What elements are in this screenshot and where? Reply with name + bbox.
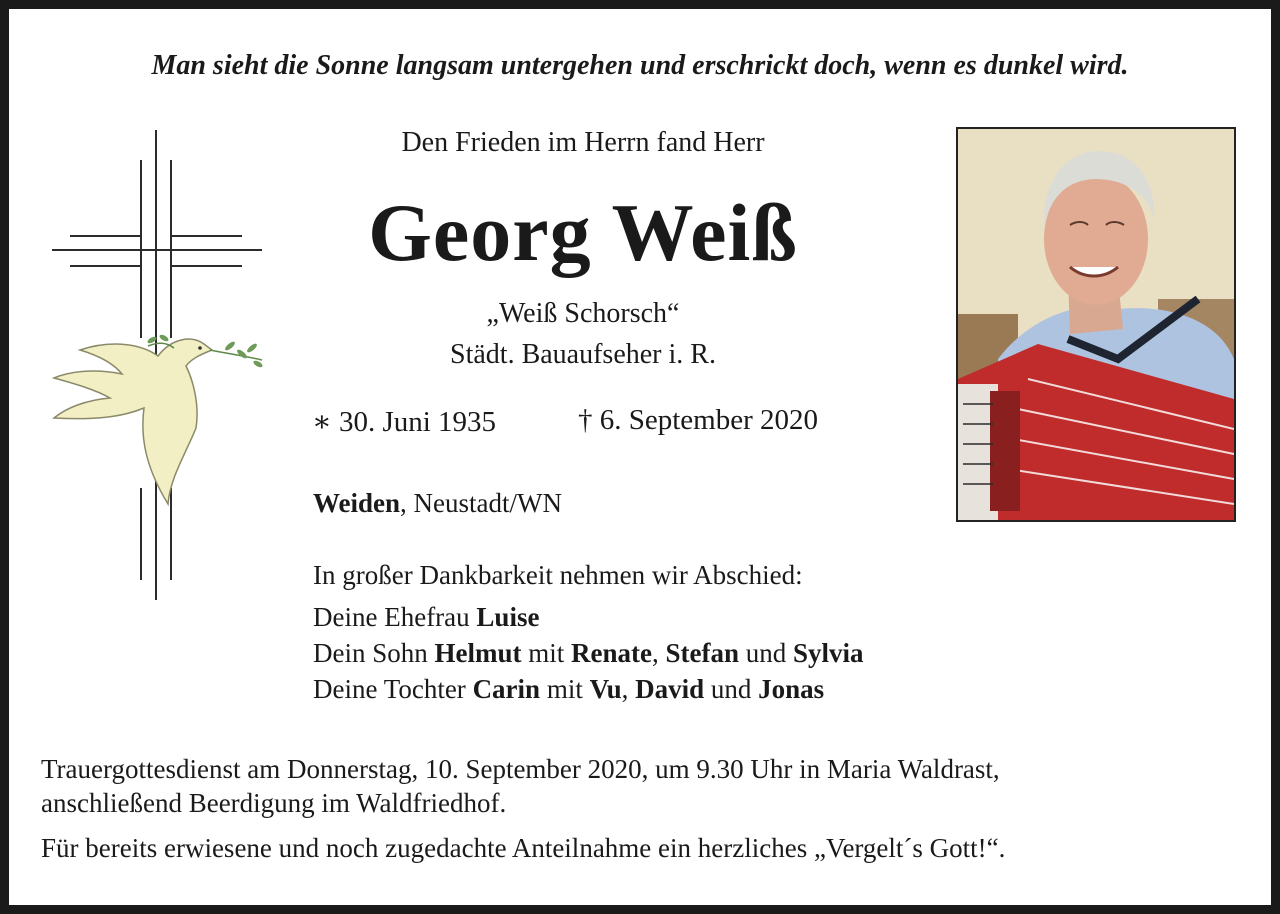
motto: Man sieht die Sonne langsam untergehen und erschrickt doch, wenn es dunkel wird.: [151, 50, 1129, 81]
service-line-1: Trauergottesdienst am Donnerstag, 10. September 2020, um 9.30 Uhr in Maria Waldrast,: [41, 754, 1000, 784]
nickname: „Weiß Schorsch“: [486, 298, 680, 329]
family-name: Stefan: [665, 638, 739, 668]
family-name: Helmut: [434, 638, 522, 668]
residence-city: Weiden: [313, 488, 401, 518]
service-line-2: anschließend Beerdigung im Waldfriedhof.: [41, 788, 507, 818]
family-name: David: [635, 674, 705, 704]
residence: [313, 488, 562, 519]
family-name: Carin: [472, 674, 541, 704]
family-text: und: [739, 638, 793, 668]
family-text: Deine Tochter: [313, 674, 473, 704]
intro-line: Den Frieden im Herrn fand Herr: [401, 127, 765, 158]
family-name: Renate: [571, 638, 652, 668]
portrait-photo: [956, 127, 1236, 522]
death-symbol: †: [578, 404, 593, 436]
birth-date-text: 30. Juni 1935: [338, 406, 497, 438]
family-name: Jonas: [758, 674, 825, 704]
family-name: Vu: [589, 674, 622, 704]
family-text: ,: [652, 638, 666, 668]
family-text: und: [704, 674, 759, 704]
family-text: mit: [540, 674, 590, 704]
death-date: [578, 404, 818, 437]
residence-rest: , Neustadt/WN: [400, 488, 562, 518]
family-name: Sylvia: [793, 638, 864, 668]
family-text: ,: [621, 674, 636, 704]
death-date-text: 6. September 2020: [599, 404, 819, 436]
thanks-line: Für bereits erwiesene und noch zugedachte Anteilnahme ein herzliches „Vergelt´s Gott!“.: [41, 833, 1006, 863]
occupation: Städt. Bauaufseher i. R.: [450, 339, 716, 370]
family-line-son: [313, 638, 864, 669]
family-line-daughter: [313, 674, 824, 705]
farewell-line: In großer Dankbarkeit nehmen wir Abschied:: [313, 560, 803, 590]
birth-symbol: ∗: [312, 406, 332, 438]
family-name: Luise: [476, 602, 540, 632]
deceased-name: Georg Weiß: [368, 187, 798, 278]
family-line-wife: [313, 602, 539, 633]
family-text: mit: [521, 638, 572, 668]
family-text: Deine Ehefrau: [313, 602, 477, 632]
birth-date: [312, 404, 496, 439]
family-text: Dein Sohn: [313, 638, 435, 668]
